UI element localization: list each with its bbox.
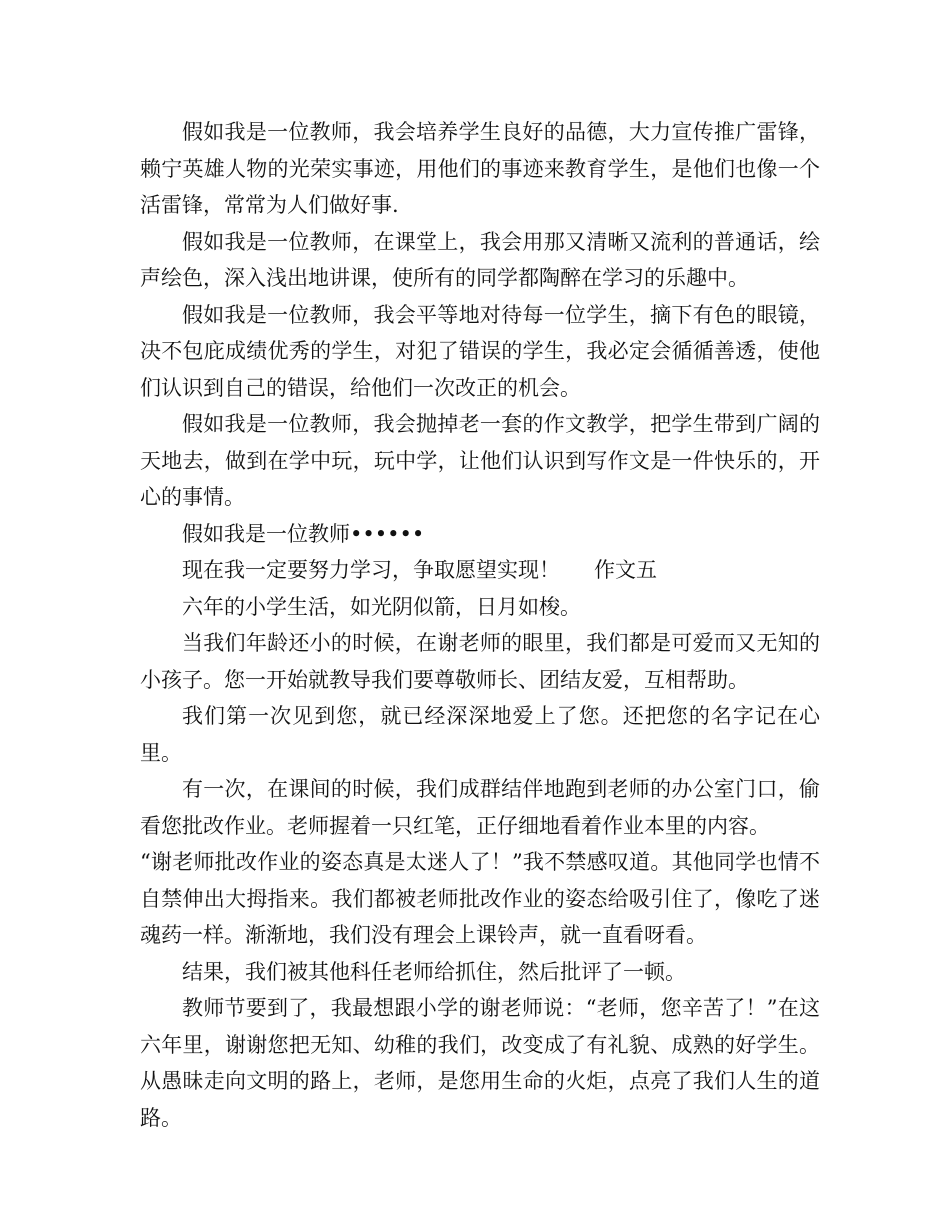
section-title: 作文五 — [594, 558, 657, 582]
paragraph-first-meet: 我们第一次见到您，就已经深深地爱上了您。还把您的名字记在心里。 — [140, 704, 820, 765]
paragraph-teachers-day: 教师节要到了，我最想跟小学的谢老师说：“老师，您辛苦了！”在这六年里，谢谢您把无知、幼稚的我们，改变成了有礼貌、成熟的好学生。从愚昧走向文明的路上，老师，是您用生命的火炬，点亮了我们人生的道路。 — [140, 996, 820, 1130]
paragraph-ellipsis: 假如我是一位教师•••••• — [182, 521, 425, 546]
essay-text-body — [140, 114, 820, 1136]
paragraph-six-years: 六年的小学生活，如光阴似箭，日月如梭。 — [182, 594, 581, 619]
paragraph-fairness: 假如我是一位教师，我会平等地对待每一位学生，摘下有色的眼镜，决不包庇成绩优秀的学生，对犯了错误的学生，我必定会循循善透，使他们认识到自己的错误，给他们一次改正的机会。 — [140, 302, 820, 400]
paragraph-peek: 有一次，在课间的时候，我们成群结伴地跑到老师的办公室门口，偷看您批改作业。老师握着一只红笔，正仔细地看着作业本里的内容。 — [140, 777, 820, 838]
paragraph-young: 当我们年龄还小的时候，在谢老师的眼里，我们都是可爱而又无知的小孩子。您一开始就教导我们要尊敬师长、团结友爱，互相帮助。 — [140, 631, 820, 692]
paragraph-resolve — [140, 552, 820, 589]
paragraph-quote: “谢老师批改作业的姿态真是太迷人了！”我不禁感叹道。其他同学也情不自禁伸出大拇指来。我们都被老师批改作业的姿态给吸引住了，像吃了迷魂药一样。渐渐地，我们没有理会上课铃声，就一直看呀看。 — [140, 850, 820, 947]
paragraph-role-model: 假如我是一位教师，我会培养学生良好的品德，大力宣传推广雷锋，赖宁英雄人物的光荣实事迹，用他们的事迹来教育学生，是他们也像一个活雷锋，常常为人们做好事. — [140, 120, 820, 217]
paragraph-writing: 假如我是一位教师，我会抛掉老一套的作文教学，把学生带到广阔的天地去，做到在学中玩，玩中学，让他们认识到写作文是一件快乐的，开心的事情。 — [140, 412, 820, 509]
resolve-text: 现在我一定要努力学习，争取愿望实现！ — [182, 558, 560, 582]
paragraph-classroom: 假如我是一位教师，在课堂上，我会用那又清晰又流利的普通话，绘声绘色，深入浅出地讲课，使所有的同学都陶醉在学习的乐趣中。 — [140, 229, 820, 290]
paragraph-caught: 结果，我们被其他科任老师给抓住，然后批评了一顿。 — [182, 959, 686, 984]
